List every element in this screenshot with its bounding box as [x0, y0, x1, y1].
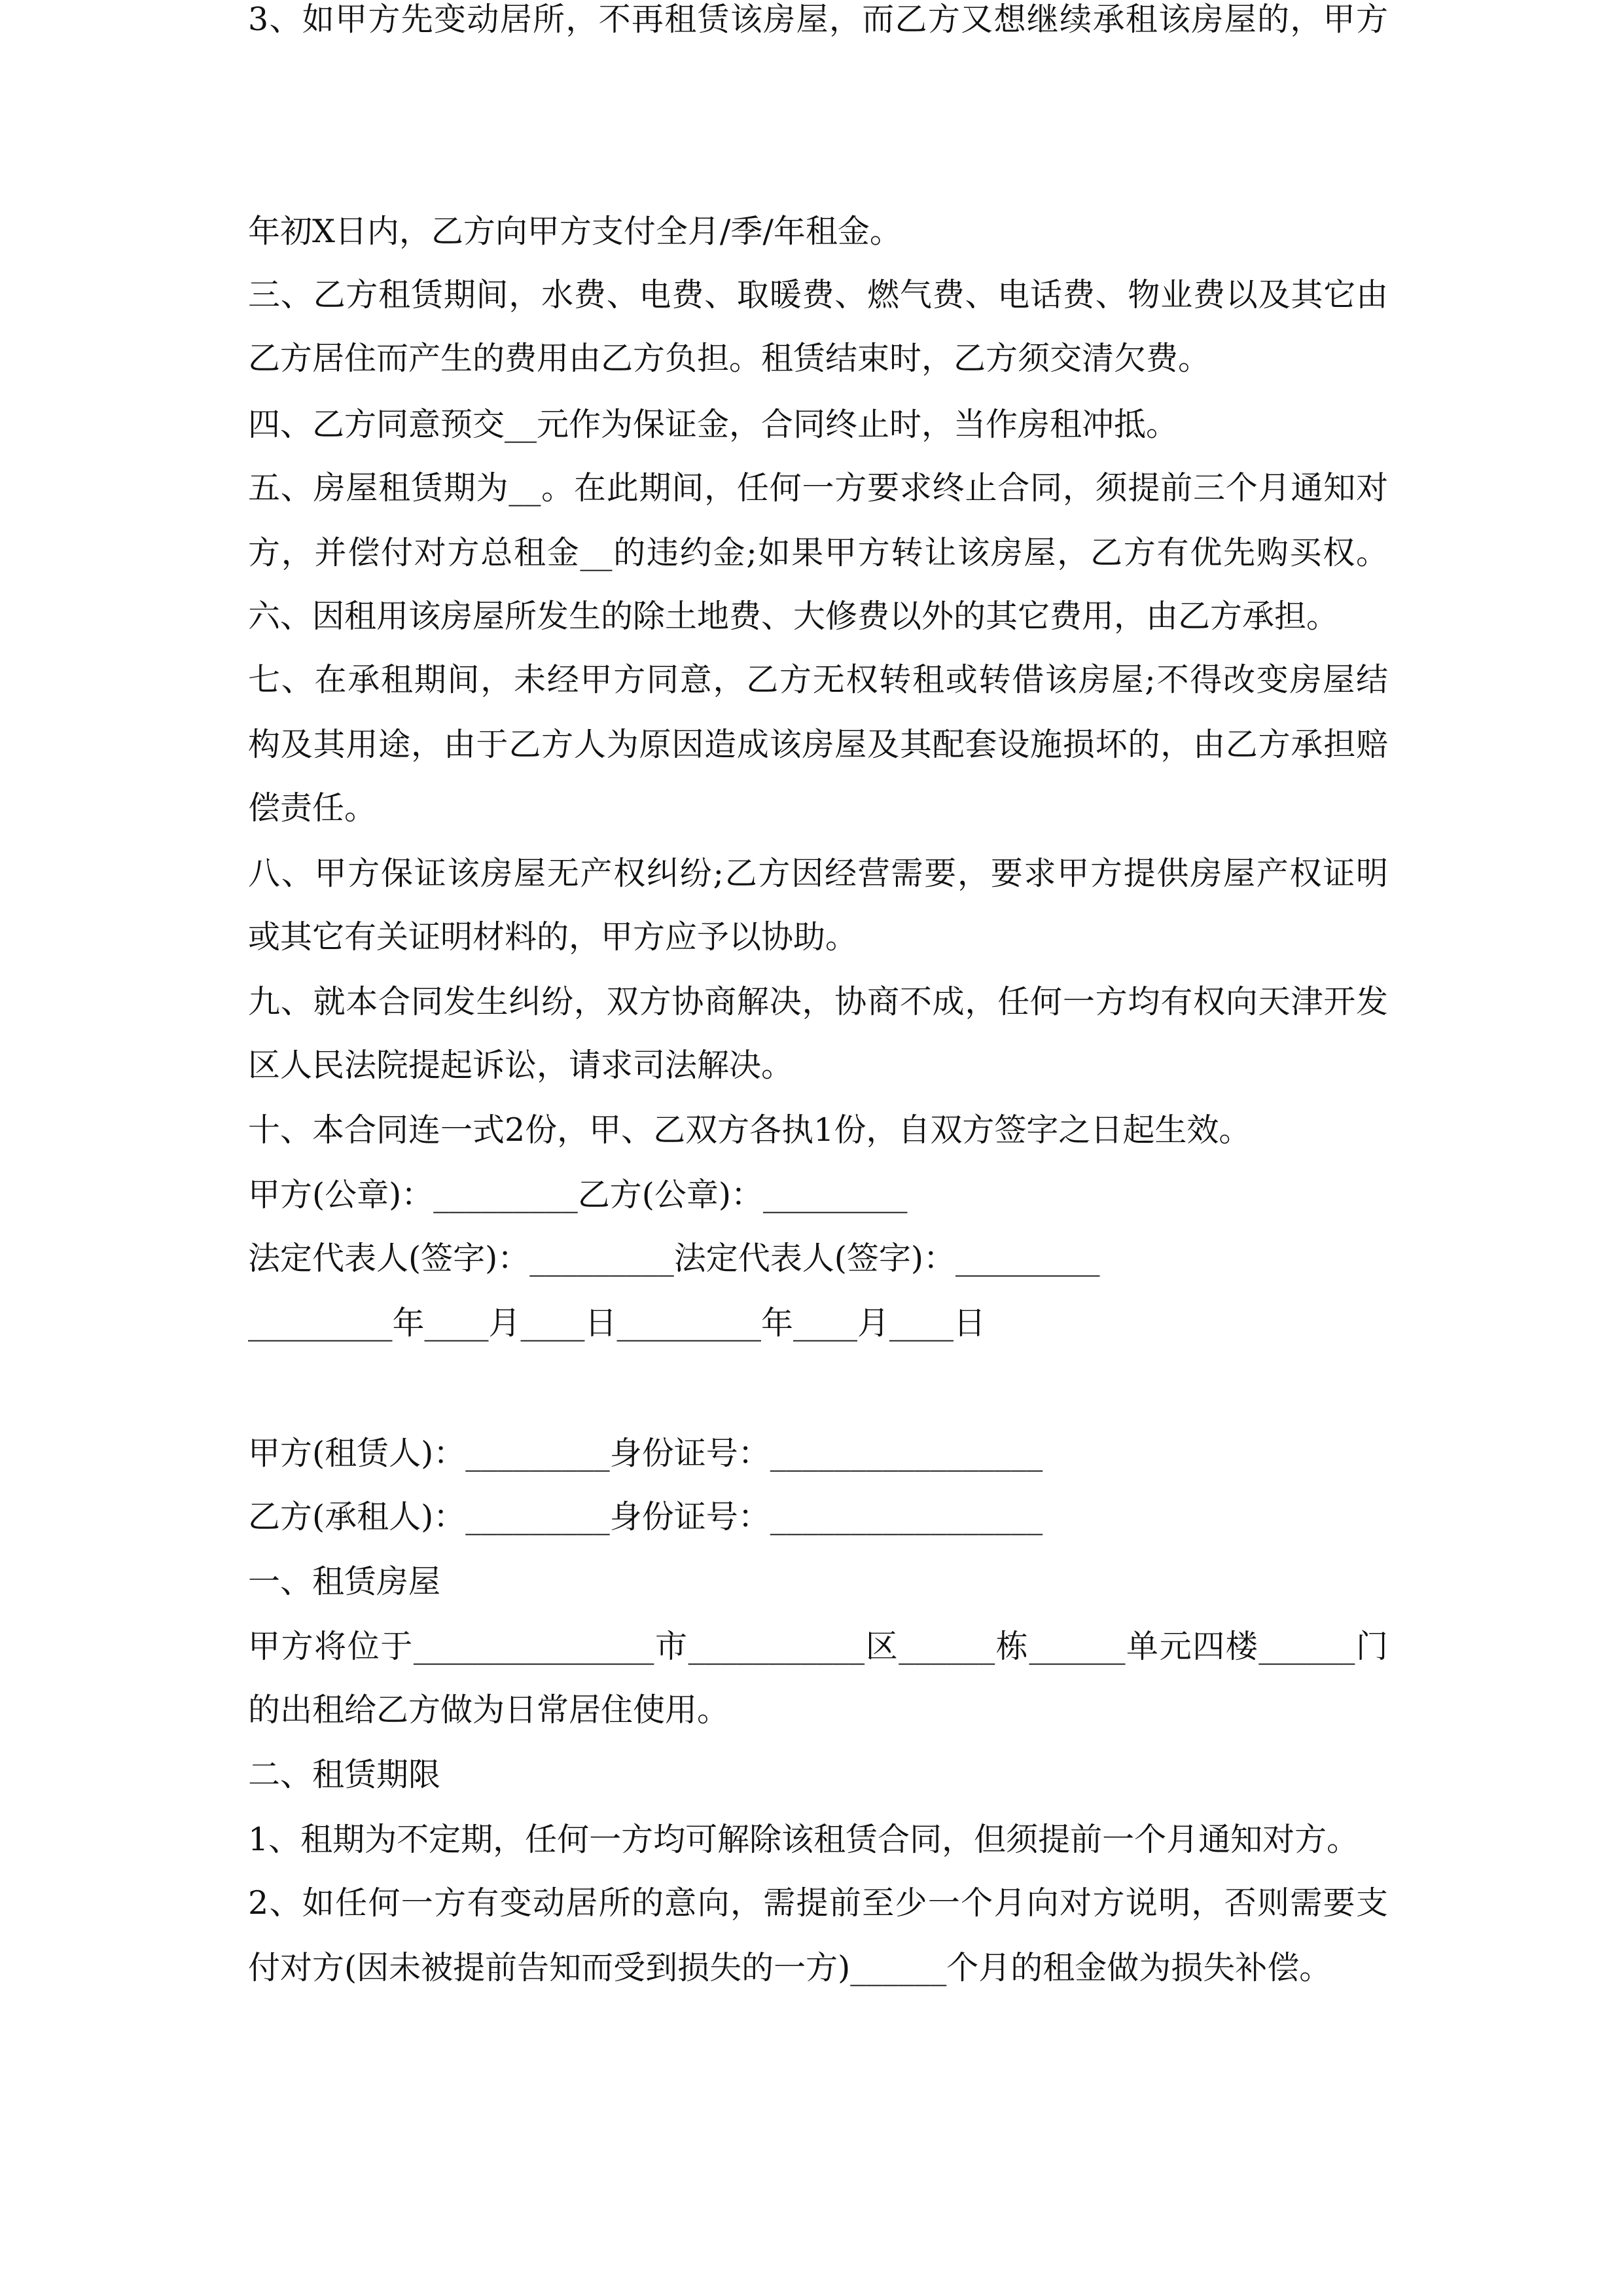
- document-text-line: 的出租给乙方做为日常居住使用。: [248, 1691, 730, 1729]
- document-text-line: 十、本合同连一式2份，甲、乙双方各执1份，自双方签字之日起生效。: [248, 1111, 1251, 1149]
- document-text-line: 六、因租用该房屋所发生的除土地费、大修费以外的其它费用，由乙方承担。: [248, 598, 1339, 635]
- document-text-line: 五、房屋租赁期为__。在此期间，任何一方要求终止合同，须提前三个月通知对: [248, 469, 1388, 507]
- document-text-line: 2、如任何一方有变动居所的意向，需提前至少一个月向对方说明，否则需要支: [248, 1884, 1388, 1922]
- document-text-line: 方，并偿付对方总租金__的违约金;如果甲方转让该房屋，乙方有优先购买权。: [248, 534, 1388, 571]
- document-text-line: 区人民法院提起诉讼，请求司法解决。: [248, 1047, 794, 1084]
- document-text-line: 八、甲方保证该房屋无产权纠纷;乙方因经营需要，要求甲方提供房屋产权证明: [248, 855, 1388, 892]
- document-text-line: 二、租赁期限: [248, 1756, 441, 1793]
- document-text-line: 一、租赁房屋: [248, 1563, 441, 1600]
- document-text-line: 九、就本合同发生纠纷，双方协商解决，协商不成，任何一方均有权向天津开发: [248, 983, 1388, 1020]
- document-text-line: 三、乙方租赁期间，水费、电费、取暖费、燃气费、电话费、物业费以及其它由: [248, 276, 1388, 314]
- document-text-line: 乙方(承租人)：_________身份证号：_________________: [248, 1498, 1043, 1535]
- document-text-line: 法定代表人(签字)：_________法定代表人(签字)：_________: [248, 1240, 1100, 1277]
- document-text-line: 四、乙方同意预交__元作为保证金，合同终止时，当作房租冲抵。: [248, 406, 1179, 443]
- document-text-line: 甲方(公章)：_________乙方(公章)：_________: [248, 1176, 908, 1213]
- document-text-line: _________年____月____日_________年____月____日: [248, 1304, 986, 1342]
- document-text-line: 构及其用途，由于乙方人为原因造成该房屋及其配套设施损坏的，由乙方承担赔: [248, 726, 1388, 763]
- document-text-line: 偿责任。: [248, 789, 377, 827]
- document-text-line: 付对方(因未被提前告知而受到损失的一方)______个月的租金做为损失补偿。: [248, 1949, 1332, 1986]
- document-text-line: 年初X日内，乙方向甲方支付全月/季/年租金。: [248, 213, 902, 250]
- document-text-line: 3、如甲方先变动居所，不再租赁该房屋，而乙方又想继续承租该房屋的，甲方: [248, 1, 1388, 38]
- document-text-line: 甲方将位于_______________市___________区______栋______单元四楼______门: [248, 1628, 1388, 1665]
- document-text-line: 七、在承租期间，未经甲方同意，乙方无权转租或转借该房屋;不得改变房屋结: [248, 661, 1388, 698]
- document-text-line: 乙方居住而产生的费用由乙方负担。租赁结束时，乙方须交清欠费。: [248, 340, 1211, 377]
- document-text-line: 或其它有关证明材料的，甲方应予以协助。: [248, 918, 858, 956]
- document-text-line: 1、租期为不定期，任何一方均可解除该租赁合同，但须提前一个月通知对方。: [248, 1821, 1359, 1858]
- document-text-line: 甲方(租赁人)：_________身份证号：_________________: [248, 1435, 1043, 1472]
